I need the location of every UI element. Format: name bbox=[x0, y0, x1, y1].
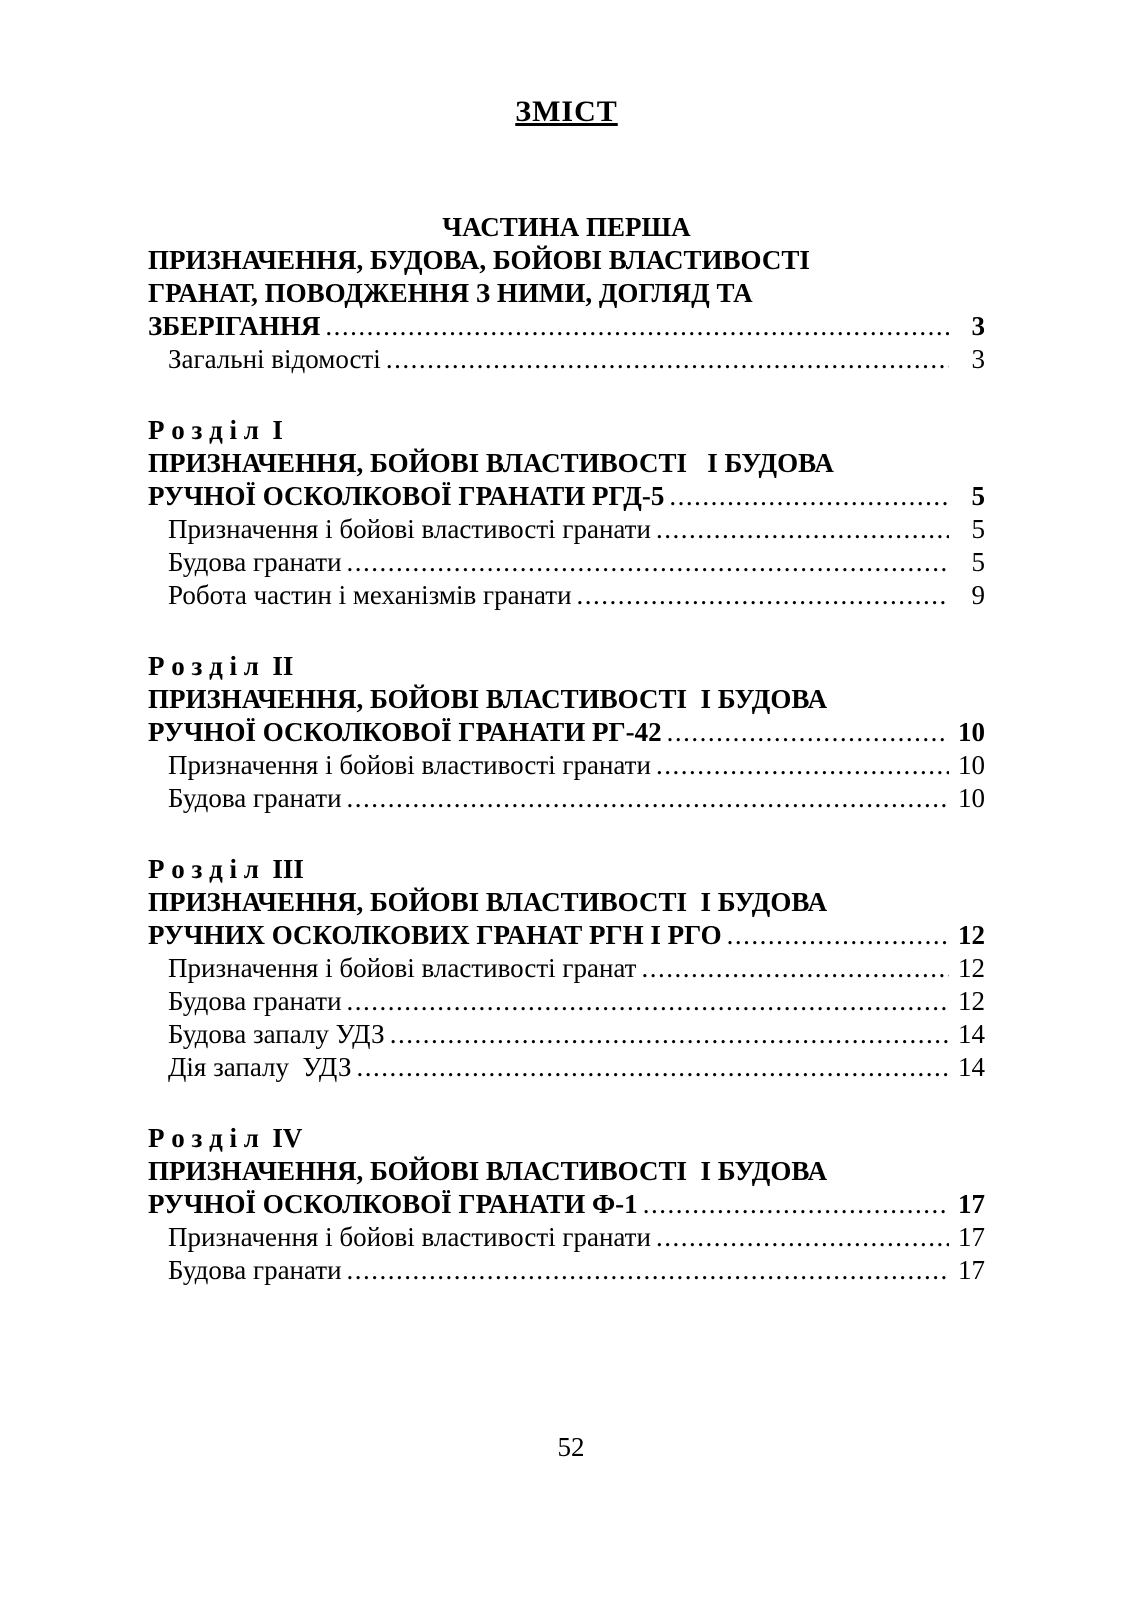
toc-entry bbox=[148, 480, 985, 513]
chapter-heading: Р о з д і л III bbox=[148, 854, 304, 884]
toc-entry bbox=[148, 1018, 985, 1051]
page-ref: 3 bbox=[971, 311, 985, 341]
page-ref: 9 bbox=[971, 580, 985, 610]
dot-leader bbox=[347, 1254, 949, 1287]
toc-entry bbox=[148, 749, 985, 782]
part-title-line: ГРАНАТ, ПОВОДЖЕННЯ З НИМИ, ДОГЛЯД ТА bbox=[148, 278, 753, 308]
toc-entry-label: РУЧНОЇ ОСКОЛКОВОЇ ГРАНАТИ РГ-42 bbox=[148, 717, 662, 747]
page-ref: 5 bbox=[971, 514, 985, 544]
toc-entry-label: Призначення і бойові властивості гранати bbox=[168, 1222, 651, 1252]
section-title-line: ПРИЗНАЧЕННЯ, БОЙОВІ ВЛАСТИВОСТІ І БУДОВА bbox=[148, 684, 828, 714]
dot-leader bbox=[669, 480, 949, 513]
page-ref: 10 bbox=[958, 717, 985, 747]
page-ref: 10 bbox=[958, 750, 985, 780]
toc-entry bbox=[148, 952, 985, 985]
toc-entry bbox=[148, 513, 985, 546]
toc-section bbox=[148, 414, 985, 612]
dot-leader bbox=[347, 985, 949, 1018]
section-title-line: ПРИЗНАЧЕННЯ, БОЙОВІ ВЛАСТИВОСТІ І БУДОВА bbox=[148, 1156, 828, 1186]
chapter-heading: Р о з д і л II bbox=[148, 651, 294, 681]
toc-entry bbox=[148, 546, 985, 579]
toc-entry-label: РУЧНОЇ ОСКОЛКОВОЇ ГРАНАТИ Ф-1 bbox=[148, 1189, 638, 1219]
toc-section bbox=[148, 1122, 985, 1287]
toc-entry-label: Будова гранати bbox=[168, 1255, 342, 1285]
toc-entry bbox=[148, 343, 985, 376]
dot-leader bbox=[727, 919, 949, 952]
dot-leader bbox=[656, 1221, 949, 1254]
toc-entry-label: Призначення і бойові властивості гранати bbox=[168, 514, 651, 544]
toc-entry-label: РУЧНОЇ ОСКОЛКОВОЇ ГРАНАТИ РГД-5 bbox=[148, 481, 665, 511]
dot-leader bbox=[656, 749, 949, 782]
toc-entry bbox=[148, 1254, 985, 1287]
toc-section bbox=[148, 650, 985, 815]
section-title-line: ПРИЗНАЧЕННЯ, БОЙОВІ ВЛАСТИВОСТІ І БУДОВА bbox=[148, 448, 834, 478]
part-title-line: ПРИЗНАЧЕННЯ, БУДОВА, БОЙОВІ ВЛАСТИВОСТІ bbox=[148, 245, 810, 275]
toc-entry-label: Будова запалу УДЗ bbox=[168, 1019, 385, 1049]
toc-section bbox=[148, 853, 985, 1084]
dot-leader bbox=[357, 1051, 949, 1084]
toc-entry bbox=[148, 985, 985, 1018]
page-ref: 5 bbox=[971, 547, 985, 577]
toc-entry-label: Будова гранати bbox=[168, 547, 342, 577]
page-ref: 14 bbox=[958, 1052, 985, 1082]
page-ref: 17 bbox=[958, 1189, 985, 1219]
toc-entry-label: Дія запалу УДЗ bbox=[168, 1052, 352, 1082]
dot-leader bbox=[643, 1188, 949, 1221]
page-ref: 3 bbox=[971, 344, 985, 374]
page-ref: 10 bbox=[958, 783, 985, 813]
dot-leader bbox=[641, 952, 949, 985]
dot-leader bbox=[325, 310, 949, 343]
toc-entry-label: Будова гранати bbox=[168, 783, 342, 813]
page-ref: 12 bbox=[958, 920, 985, 950]
toc-entry bbox=[148, 579, 985, 612]
dot-leader bbox=[656, 513, 949, 546]
toc-entry bbox=[148, 782, 985, 815]
chapter-heading: Р о з д і л I bbox=[148, 415, 283, 445]
toc-entry bbox=[148, 919, 985, 952]
toc-entry-label: Призначення і бойові властивості гранат bbox=[168, 953, 637, 983]
page-ref: 12 bbox=[958, 953, 985, 983]
chapter-heading: Р о з д і л IV bbox=[148, 1123, 303, 1153]
toc-entry bbox=[148, 1221, 985, 1254]
page-ref: 14 bbox=[958, 1019, 985, 1049]
toc-part bbox=[148, 211, 985, 376]
toc-entry bbox=[148, 1051, 985, 1084]
dot-leader bbox=[667, 716, 949, 749]
page-ref: 12 bbox=[958, 986, 985, 1016]
page-ref: 5 bbox=[971, 481, 985, 511]
toc-entry bbox=[148, 716, 985, 749]
toc-entry-label: Призначення і бойові властивості гранати bbox=[168, 750, 651, 780]
toc-entry-label: Будова гранати bbox=[168, 986, 342, 1016]
toc-entry-label: Робота частин і механізмів гранати bbox=[168, 580, 572, 610]
part-heading: ЧАСТИНА ПЕРША bbox=[442, 212, 691, 242]
page-ref: 17 bbox=[958, 1222, 985, 1252]
toc-entry bbox=[148, 1188, 985, 1221]
page-number: 52 bbox=[557, 1432, 585, 1462]
section-title-line: ПРИЗНАЧЕННЯ, БОЙОВІ ВЛАСТИВОСТІ І БУДОВА bbox=[148, 887, 828, 917]
dot-leader bbox=[386, 343, 949, 376]
dot-leader bbox=[390, 1018, 949, 1051]
dot-leader bbox=[347, 782, 949, 815]
dot-leader bbox=[577, 579, 949, 612]
dot-leader bbox=[347, 546, 949, 579]
toc-entry bbox=[148, 310, 985, 343]
toc-entry-label: ЗБЕРІГАННЯ bbox=[148, 311, 321, 341]
page-ref: 17 bbox=[958, 1255, 985, 1285]
table-of-contents bbox=[148, 211, 985, 1287]
toc-entry-label: Загальні відомості bbox=[168, 344, 381, 374]
page-title: ЗМІСТ bbox=[515, 95, 618, 128]
toc-entry-label: РУЧНИХ ОСКОЛКОВИХ ГРАНАТ РГН І РГО bbox=[148, 920, 722, 950]
